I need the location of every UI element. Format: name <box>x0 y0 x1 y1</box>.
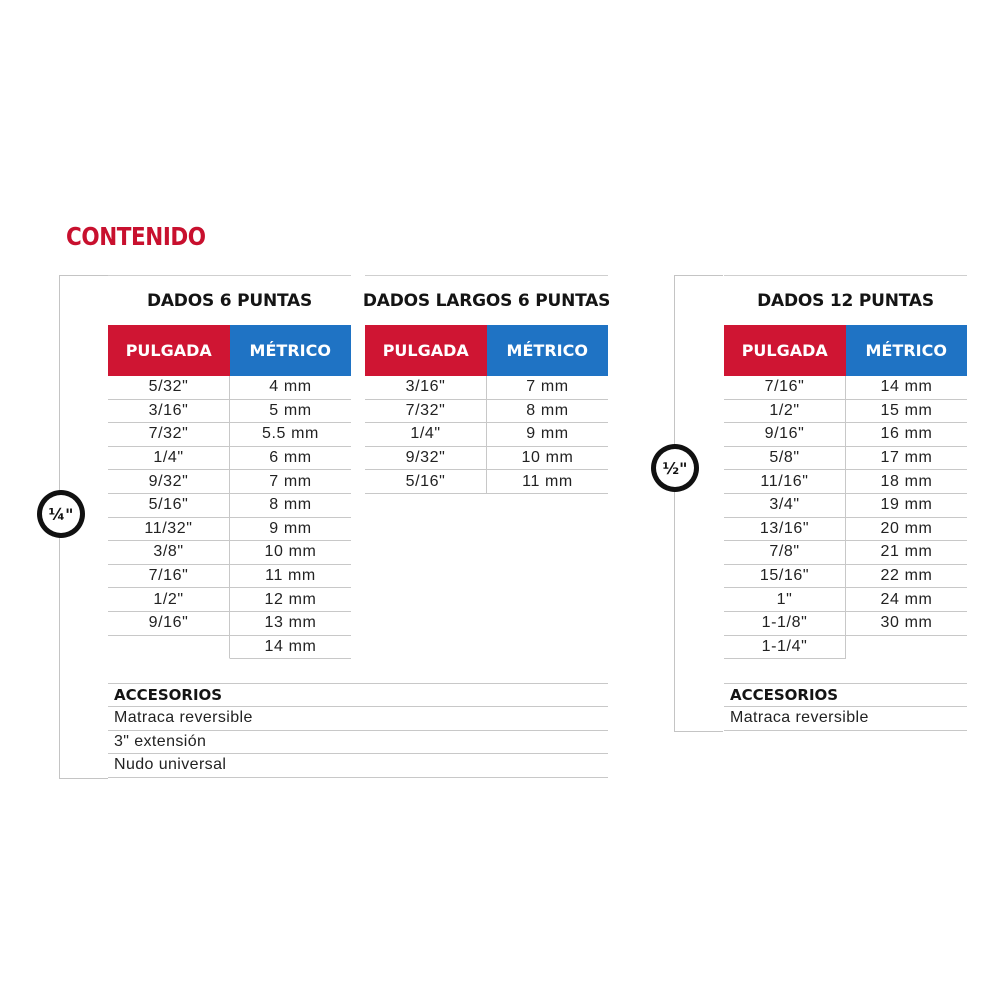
section-title: DADOS 12 PUNTAS <box>757 290 934 311</box>
cell-pulgada: 11/32" <box>108 518 230 542</box>
cell-metrico: 12 mm <box>230 588 351 612</box>
cell-pulgada: 5/16" <box>108 494 230 518</box>
cell-pulgada <box>108 636 230 660</box>
table-row <box>724 447 967 471</box>
drive-size-half-label: ½" <box>656 449 694 487</box>
cell-metrico: 14 mm <box>846 376 967 400</box>
header-metrico: MÉTRICO <box>846 325 968 376</box>
header-pulgada: PULGADA <box>724 325 846 376</box>
cell-pulgada: 7/16" <box>724 376 846 400</box>
cell-metrico: 5.5 mm <box>230 423 351 447</box>
table-body <box>108 376 351 659</box>
table-row <box>108 447 351 471</box>
cell-pulgada: 9/32" <box>365 447 487 471</box>
table-row <box>108 400 351 424</box>
cell-metrico <box>846 636 967 660</box>
drive-size-half-icon <box>651 444 699 492</box>
accessories-quarter <box>108 683 608 778</box>
table-body <box>365 376 608 494</box>
table-row <box>724 423 967 447</box>
accessory-item: Matraca reversible <box>108 707 608 731</box>
table-row <box>365 423 608 447</box>
cell-pulgada: 1/4" <box>108 447 230 471</box>
cell-metrico: 18 mm <box>846 470 967 494</box>
table-row <box>108 565 351 589</box>
table-row <box>724 565 967 589</box>
cell-metrico: 13 mm <box>230 612 351 636</box>
table-header <box>365 325 608 376</box>
cell-pulgada: 7/16" <box>108 565 230 589</box>
cell-metrico: 11 mm <box>487 470 608 494</box>
cell-metrico: 4 mm <box>230 376 351 400</box>
cell-pulgada: 11/16" <box>724 470 846 494</box>
cell-pulgada: 9/16" <box>724 423 846 447</box>
accessory-item: Nudo universal <box>108 754 608 778</box>
table-row <box>724 376 967 400</box>
cell-metrico: 15 mm <box>846 400 967 424</box>
cell-metrico: 9 mm <box>230 518 351 542</box>
block-dados-12-puntas <box>724 275 967 659</box>
cell-metrico: 10 mm <box>230 541 351 565</box>
cell-pulgada: 9/16" <box>108 612 230 636</box>
drive-size-quarter-icon <box>37 490 85 538</box>
cell-metrico: 6 mm <box>230 447 351 471</box>
accessories-title: ACCESORIOS <box>724 684 967 707</box>
cell-metrico: 17 mm <box>846 447 967 471</box>
table-row <box>724 588 967 612</box>
cell-pulgada: 5/32" <box>108 376 230 400</box>
cell-metrico: 24 mm <box>846 588 967 612</box>
accessory-item: 3" extensión <box>108 731 608 755</box>
cell-pulgada: 1" <box>724 588 846 612</box>
table-row <box>108 612 351 636</box>
header-pulgada: PULGADA <box>108 325 230 376</box>
cell-pulgada: 3/4" <box>724 494 846 518</box>
drive-size-quarter-label: ¼" <box>42 495 80 533</box>
cell-metrico: 20 mm <box>846 518 967 542</box>
cell-pulgada: 1/4" <box>365 423 487 447</box>
cell-metrico: 14 mm <box>230 636 351 660</box>
cell-metrico: 22 mm <box>846 565 967 589</box>
table-row <box>724 541 967 565</box>
block-dados-6-puntas <box>108 275 351 659</box>
table-row <box>724 400 967 424</box>
table-row <box>365 447 608 471</box>
table-header <box>108 325 351 376</box>
accessory-item: Matraca reversible <box>724 707 967 731</box>
header-metrico: MÉTRICO <box>487 325 609 376</box>
cell-pulgada: 5/8" <box>724 447 846 471</box>
cell-metrico: 7 mm <box>487 376 608 400</box>
table-row <box>108 494 351 518</box>
cell-pulgada: 1/2" <box>724 400 846 424</box>
cell-metrico: 8 mm <box>487 400 608 424</box>
table-row <box>108 636 351 660</box>
table-body <box>724 376 967 659</box>
cell-metrico: 10 mm <box>487 447 608 471</box>
table-row <box>108 376 351 400</box>
cell-metrico: 8 mm <box>230 494 351 518</box>
cell-pulgada: 7/32" <box>365 400 487 424</box>
group-bracket-half <box>674 275 723 732</box>
cell-pulgada: 13/16" <box>724 518 846 542</box>
section-title: DADOS 6 PUNTAS <box>146 290 313 311</box>
table-row <box>108 470 351 494</box>
page-title: CONTENIDO <box>66 222 206 251</box>
table-row <box>724 612 967 636</box>
accessories-half <box>724 683 967 731</box>
table-row <box>108 423 351 447</box>
accessories-title: ACCESORIOS <box>108 684 608 707</box>
table-row <box>108 588 351 612</box>
cell-pulgada: 9/32" <box>108 470 230 494</box>
table-row <box>724 636 967 660</box>
cell-metrico: 9 mm <box>487 423 608 447</box>
table-row <box>108 518 351 542</box>
block-dados-largos-6-puntas <box>362 275 611 494</box>
table-row <box>365 400 608 424</box>
cell-pulgada: 15/16" <box>724 565 846 589</box>
table-row <box>365 376 608 400</box>
cell-metrico: 11 mm <box>230 565 351 589</box>
header-metrico: MÉTRICO <box>230 325 352 376</box>
section-title: DADOS LARGOS 6 PUNTAS <box>362 290 611 311</box>
cell-pulgada: 3/8" <box>108 541 230 565</box>
cell-metrico: 19 mm <box>846 494 967 518</box>
table-row <box>724 494 967 518</box>
cell-pulgada: 3/16" <box>365 376 487 400</box>
table-header <box>724 325 967 376</box>
cell-metrico: 30 mm <box>846 612 967 636</box>
cell-pulgada: 1/2" <box>108 588 230 612</box>
cell-metrico: 21 mm <box>846 541 967 565</box>
cell-pulgada: 1-1/4" <box>724 636 846 660</box>
header-pulgada: PULGADA <box>365 325 487 376</box>
cell-pulgada: 5/16" <box>365 470 487 494</box>
table-row <box>724 518 967 542</box>
table-row <box>108 541 351 565</box>
table-row <box>724 470 967 494</box>
cell-pulgada: 7/32" <box>108 423 230 447</box>
cell-metrico: 5 mm <box>230 400 351 424</box>
cell-pulgada: 3/16" <box>108 400 230 424</box>
cell-metrico: 16 mm <box>846 423 967 447</box>
table-row <box>365 470 608 494</box>
cell-metrico: 7 mm <box>230 470 351 494</box>
cell-pulgada: 7/8" <box>724 541 846 565</box>
cell-pulgada: 1-1/8" <box>724 612 846 636</box>
